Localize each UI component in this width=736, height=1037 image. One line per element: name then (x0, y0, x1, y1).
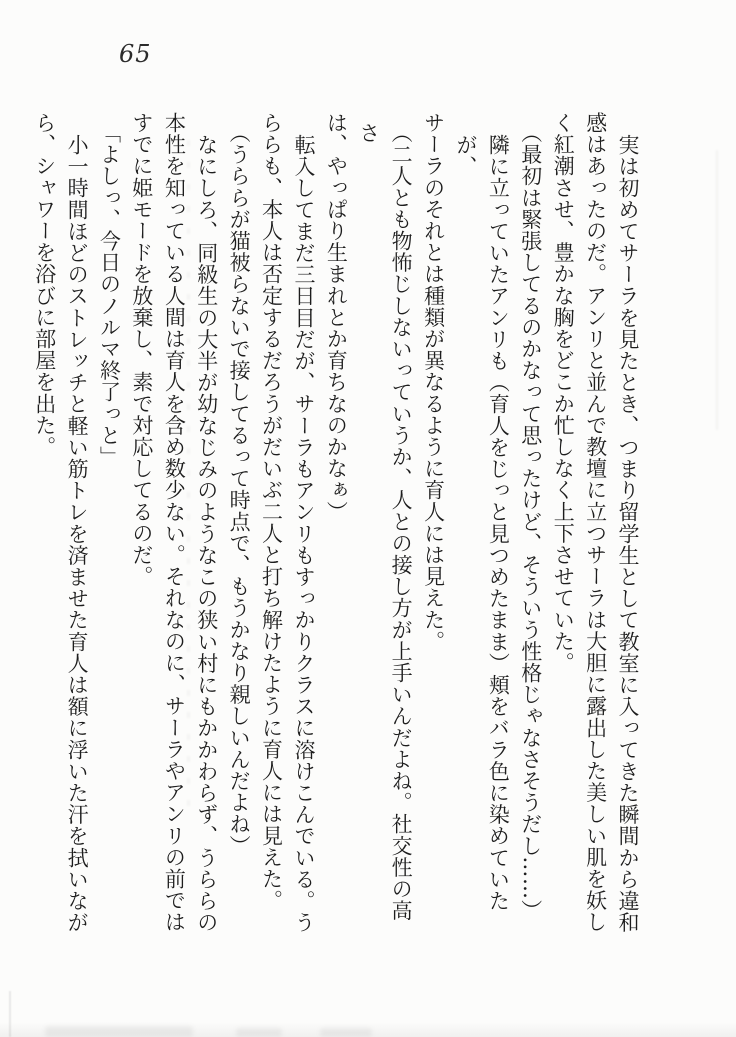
text-column: 実は初めてサーラを見たとき、つまり留学生として教室に入ってきた瞬間から違和 (616, 133, 640, 933)
text-column: なにしろ、同級生の大半が幼なじみのようなこの狭い村にもかかわらず、うららの (194, 133, 219, 933)
text-column: 隣に立っていたアンリも（育人をじっと見つめたまま）頬をバラ色に染めていたが、 (453, 133, 511, 912)
text-column: は、やっぱり生まれとか育ちなのかなぁ） (324, 112, 349, 523)
text-column: 「よしっ、今日のノルマ終了っと」 (97, 122, 122, 468)
text-column: 感はあったのだ。アンリと並んで教壇に立つサーラは大胆に露出した美しい肌を妖し (583, 112, 608, 933)
scan-smudge-artifact (45, 1026, 193, 1037)
text-column: （二人とも物怖じしないっていうか、人との接し方が上手いんだよね。社交性の高さ (356, 122, 414, 922)
text-column: 転入してまだ三日目だが、サーラもアンリもすっかりクラスに溶けこんでいる。う (291, 133, 316, 933)
vertical-text-block (32, 112, 644, 936)
text-column: ららも、本人は否定するだろうがだいぶ二人と打ち解けたように育人には見えた。 (259, 112, 284, 912)
text-column: （最初は緊張してるのかなって思ったけど、そういう性格じゃなさそうだし……） (518, 122, 543, 922)
text-column: サーラのそれとは種類が異なるように育人には見えた。 (421, 112, 446, 652)
scan-shadow-band (0, 1022, 736, 1037)
scan-smudge-artifact (320, 1028, 372, 1037)
text-column: く紅潮させ、豊かな胸をどこか忙しなく上下させていた。 (551, 112, 576, 674)
page-number: 65 (119, 40, 152, 68)
text-column: 本性を知っている人間は育人を含め数少ない。それなのに、サーラやアンリの前では (162, 112, 187, 933)
scan-smudge-artifact (236, 1028, 282, 1037)
scan-edge-line-artifact (9, 991, 11, 1037)
text-column: （うららが猫被らないで接してるって時点で、もうかなり親しいんだよね） (227, 122, 252, 857)
scan-streak-artifact (716, 150, 718, 430)
text-column: 小一時間ほどのストレッチと軽い筋トレを済ませた育人は額に浮いた汗を拭いなが (65, 133, 90, 933)
text-column: ら、シャワーを浴びに部屋を出た。 (32, 112, 57, 458)
text-column: すでに姫モードを放棄し、素で対応してるのだ。 (129, 112, 154, 588)
